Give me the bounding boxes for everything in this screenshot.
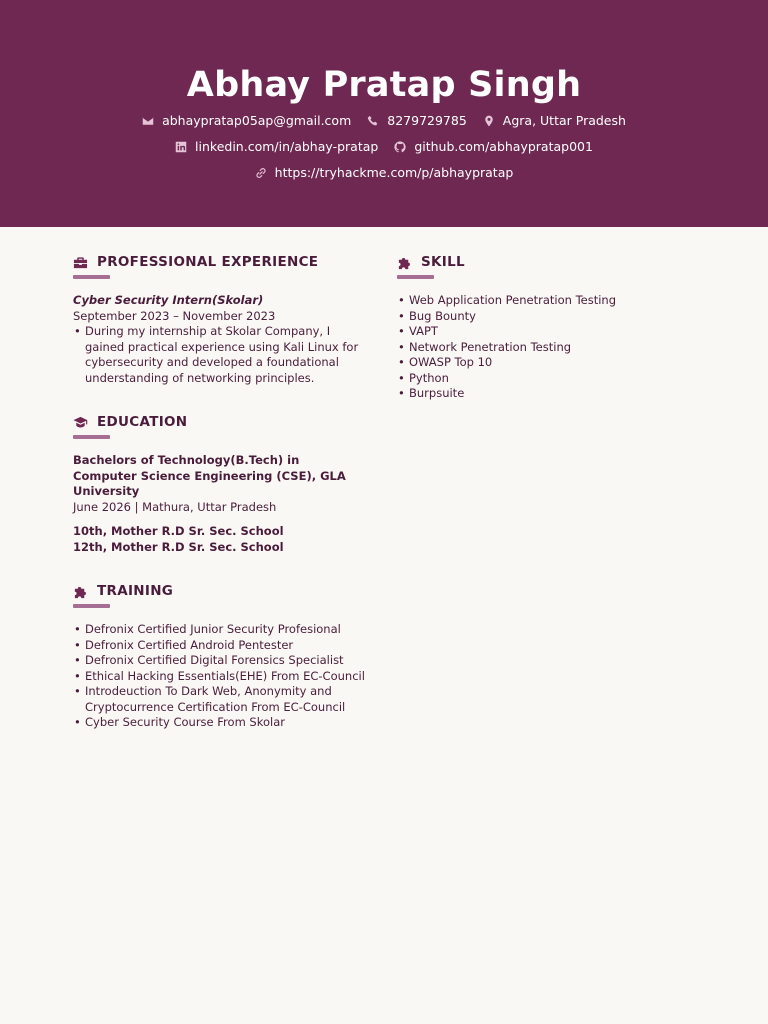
github-icon [394,141,406,153]
puzzle-icon [73,584,88,599]
list-item: • Introdeuction To Dark Web, Anonymity and Cryptocurrence Certification From EC-Council [73,684,365,715]
skill-heading [397,252,697,272]
school-10th: 10th, Mother R.D Sr. Sec. School [73,524,284,538]
degree-title: Bachelors of Technology(B.Tech) in Computer Science Engineering (CSE), GLA University [73,453,346,498]
contact-website[interactable] [255,164,514,182]
job-role: Cyber Security Intern(Skolar) [73,293,264,307]
skill-heading-text: SKILL [421,254,465,270]
list-item: • VAPT [397,324,697,340]
experience-section [73,252,365,386]
right-column [397,252,697,428]
phone-text: 8279729785 [387,113,467,128]
contact-phone[interactable] [367,112,467,130]
list-item: • Network Penetration Testing [397,340,697,356]
list-item: • Cyber Security Course From Skolar [73,715,365,731]
list-item: • Web Application Penetration Testing [397,293,697,309]
contact-row-primary [0,112,768,130]
briefcase-icon [73,255,88,270]
linkedin-text: linkedin.com/in/abhay-pratap [195,139,379,154]
contact-email[interactable] [142,112,351,130]
heading-rule [397,275,434,279]
experience-bullets [73,324,365,386]
envelope-icon [142,115,154,127]
experience-heading [73,252,365,272]
linkedin-icon [175,141,187,153]
job-dates: September 2023 – November 2023 [73,308,276,323]
github-text: github.com/abhaypratap001 [414,139,593,154]
training-section [73,581,365,731]
website-text: https://tryhackme.com/p/abhaypratap [274,165,514,180]
school-12th: 12th, Mother R.D Sr. Sec. School [73,539,284,554]
list-item: • Defronix Certified Junior Security Profesional [73,622,365,638]
education-heading [73,412,365,432]
education-heading-text: EDUCATION [97,414,188,430]
email-text: abhaypratap05ap@gmail.com [162,113,352,128]
left-column [73,252,365,757]
training-heading-text: TRAINING [97,583,174,599]
resume-header [0,0,768,227]
list-item: • Burpsuite [397,386,697,402]
link-icon [255,167,267,179]
degree-meta: June 2026 | Mathura, Uttar Pradesh [73,499,277,514]
skill-section [397,252,697,402]
list-item: • Bug Bounty [397,309,697,325]
heading-rule [73,604,110,608]
skill-list [397,293,697,402]
list-item: • OWASP Top 10 [397,355,697,371]
education-section [73,412,365,555]
contact-location [483,112,626,130]
graduation-cap-icon [73,415,88,430]
location-text: Agra, Uttar Pradesh [502,113,626,128]
contact-row-website [0,164,768,182]
heading-rule [73,435,110,439]
list-item: • Defronix Certified Android Pentester [73,638,365,654]
puzzle-icon [397,255,412,270]
map-pin-icon [483,115,495,127]
experience-heading-text: PROFESSIONAL EXPERIENCE [97,254,319,270]
contact-github[interactable] [394,138,593,156]
training-list [73,622,365,731]
heading-rule [73,275,110,279]
list-item: • Defronix Certified Digital Forensics Specialist [73,653,365,669]
contact-linkedin[interactable] [175,138,378,156]
candidate-name: Abhay Pratap Singh [186,65,582,105]
list-item: • During my internship at Skolar Company, I gained practical experience using Kali Linux for cybersecurity and developed a foundational understanding of networking principles. [73,324,365,386]
phone-icon [367,115,379,127]
contact-row-social [0,138,768,156]
list-item: • Python [397,371,697,387]
training-heading [73,581,365,601]
list-item: • Ethical Hacking Essentials(EHE) From EC-Council [73,669,365,685]
